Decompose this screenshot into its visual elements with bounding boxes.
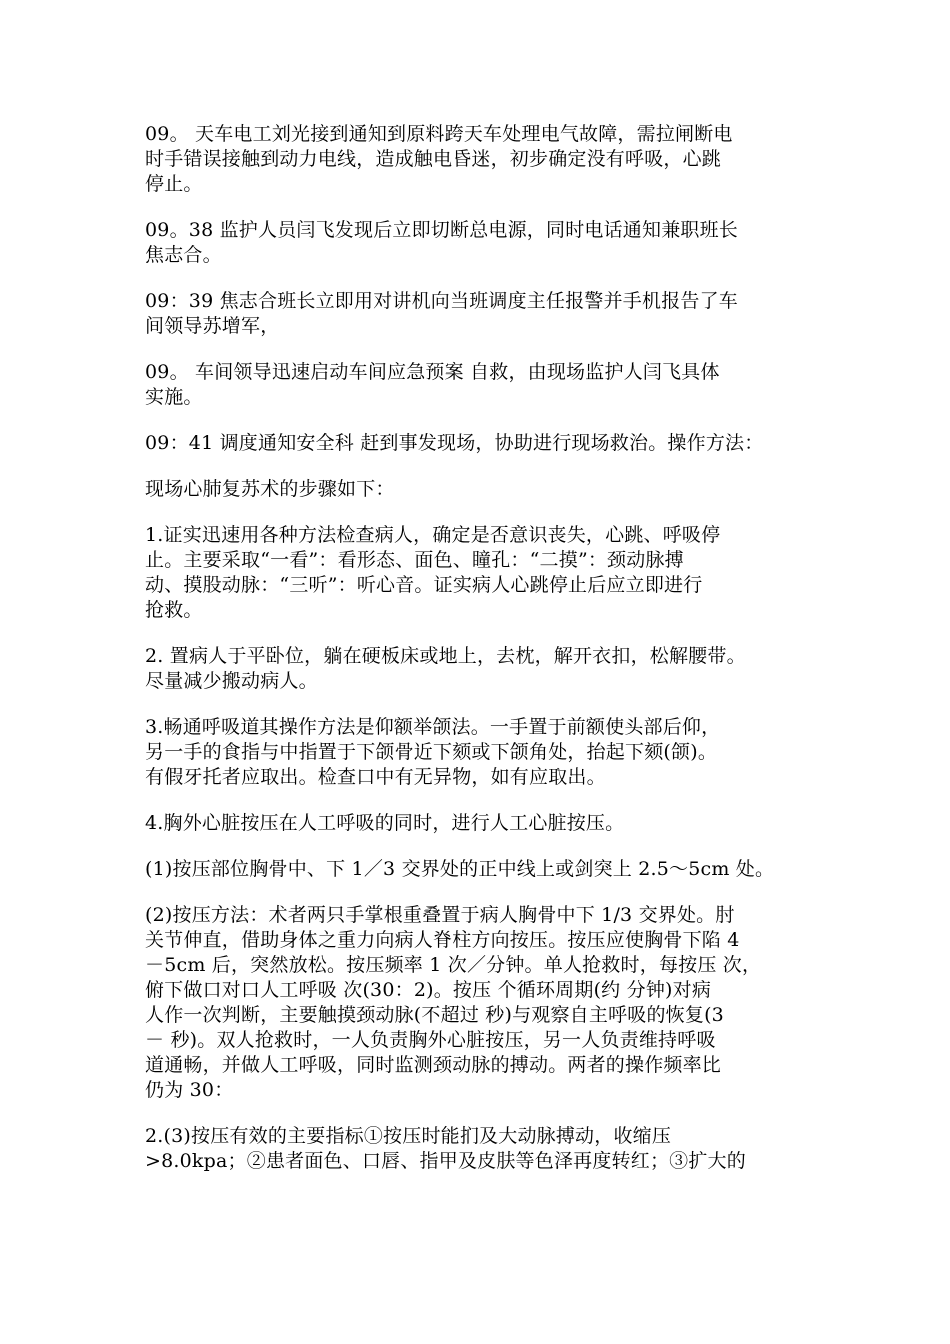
paragraph-0941 bbox=[145, 431, 825, 456]
text-line: 俯下做口对口人工呼吸 次(30：2)。按压 个循环周期(约 分钟)对病 bbox=[145, 979, 712, 1001]
text-line: 4.胸外心脏按压在人工呼吸的同时，进行人工心脏按压。 bbox=[145, 812, 625, 834]
text-line: 09：41 调度通知安全科 赶到事发现场，协助进行现场救治。操作方法： bbox=[145, 432, 764, 454]
paragraph-press-position bbox=[145, 857, 825, 882]
text-line: (2)按压方法：术者两只手掌根重叠置于病人胸骨中下 1/3 交界处。肘 bbox=[145, 904, 735, 926]
text-line: >8.0kpa；②患者面色、口唇、指甲及皮肤等色泽再度转红；③扩大的 bbox=[145, 1150, 746, 1172]
text-line: 仍为 30： bbox=[145, 1079, 234, 1101]
text-line: 09：39 焦志合班长立即用对讲机向当班调度主任报警并手机报告了车 bbox=[145, 290, 738, 312]
paragraph-cpr-heading bbox=[145, 477, 825, 502]
text-line: 2. 置病人于平卧位，躺在硬板床或地上，去枕，解开衣扣，松解腰带。 bbox=[145, 645, 746, 667]
paragraph-press-method bbox=[145, 903, 825, 1103]
text-line: 人作一次判断，主要触摸颈动脉(不超过 秒)与观察自主呼吸的恢复(3 bbox=[145, 1004, 724, 1026]
text-line: 时手错误接触到动力电线，造成触电昏迷，初步确定没有呼吸，心跳 bbox=[145, 148, 722, 170]
text-line: 现场心肺复苏术的步骤如下： bbox=[145, 478, 395, 500]
text-line: 09。 天车电工刘光接到通知到原料跨天车处理电气故障，需拉闸断电 bbox=[145, 123, 733, 145]
paragraph-0940 bbox=[145, 360, 825, 410]
text-line: 尽量减少搬动病人。 bbox=[145, 670, 318, 692]
paragraph-step-1 bbox=[145, 523, 825, 623]
text-line: 止。主要采取“一看”：看形态、面色、瞳孔：“二摸”：颈动脉搏 bbox=[145, 549, 684, 571]
text-line: 间领导苏增军， bbox=[145, 315, 280, 337]
text-line: 2.(3)按压有效的主要指标①按压时能扪及大动脉搏动，收缩压 bbox=[145, 1125, 672, 1147]
text-line: 3.畅通呼吸道其操作方法是仰额举颌法。一手置于前额使头部后仰， bbox=[145, 716, 721, 738]
paragraph-press-indicators bbox=[145, 1124, 825, 1174]
text-line: 另一手的食指与中指置于下颌骨近下颏或下颌角处，抬起下颏(颌)。 bbox=[145, 741, 718, 763]
text-line: 实施。 bbox=[145, 386, 203, 408]
text-line: －5cm 后，突然放松。按压频率 1 次／分钟。单人抢救时，每按压 次， bbox=[145, 954, 762, 976]
text-line: 09。38 监护人员闫飞发现后立即切断总电源，同时电话通知兼职班长 bbox=[145, 219, 738, 241]
text-line: 抢救。 bbox=[145, 599, 203, 621]
text-line: 焦志合。 bbox=[145, 244, 222, 266]
text-line: － 秒)。双人抢救时，一人负责胸外心脏按压，另一人负责维持呼吸 bbox=[145, 1029, 716, 1051]
paragraph-0938 bbox=[145, 218, 825, 268]
text-line: 关节伸直，借助身体之重力向病人脊柱方向按压。按压应使胸骨下陷 4 bbox=[145, 929, 740, 951]
text-line: 09。 车间领导迅速启动车间应急预案 自救，由现场监护人闫飞具体 bbox=[145, 361, 720, 383]
text-line: 有假牙托者应取出。检查口中有无异物，如有应取出。 bbox=[145, 766, 606, 788]
text-line: (1)按压部位胸骨中、下 1／3 交界处的正中线上或剑突上 2.5～5cm 处。 bbox=[145, 858, 775, 880]
paragraph-step-3 bbox=[145, 715, 825, 790]
paragraph-step-4 bbox=[145, 811, 825, 836]
paragraph-step-2 bbox=[145, 644, 825, 694]
document-page bbox=[145, 122, 825, 1195]
paragraph-0939 bbox=[145, 289, 825, 339]
text-line: 1.证实迅速用各种方法检查病人，确定是否意识丧失，心跳、呼吸停 bbox=[145, 524, 721, 546]
text-line: 动、摸股动脉：“三听”：听心音。证实病人心跳停止后应立即进行 bbox=[145, 574, 703, 596]
paragraph-0901 bbox=[145, 122, 825, 197]
text-line: 道通畅，并做人工呼吸，同时监测颈动脉的搏动。两者的操作频率比 bbox=[145, 1054, 722, 1076]
text-line: 停止。 bbox=[145, 173, 203, 195]
